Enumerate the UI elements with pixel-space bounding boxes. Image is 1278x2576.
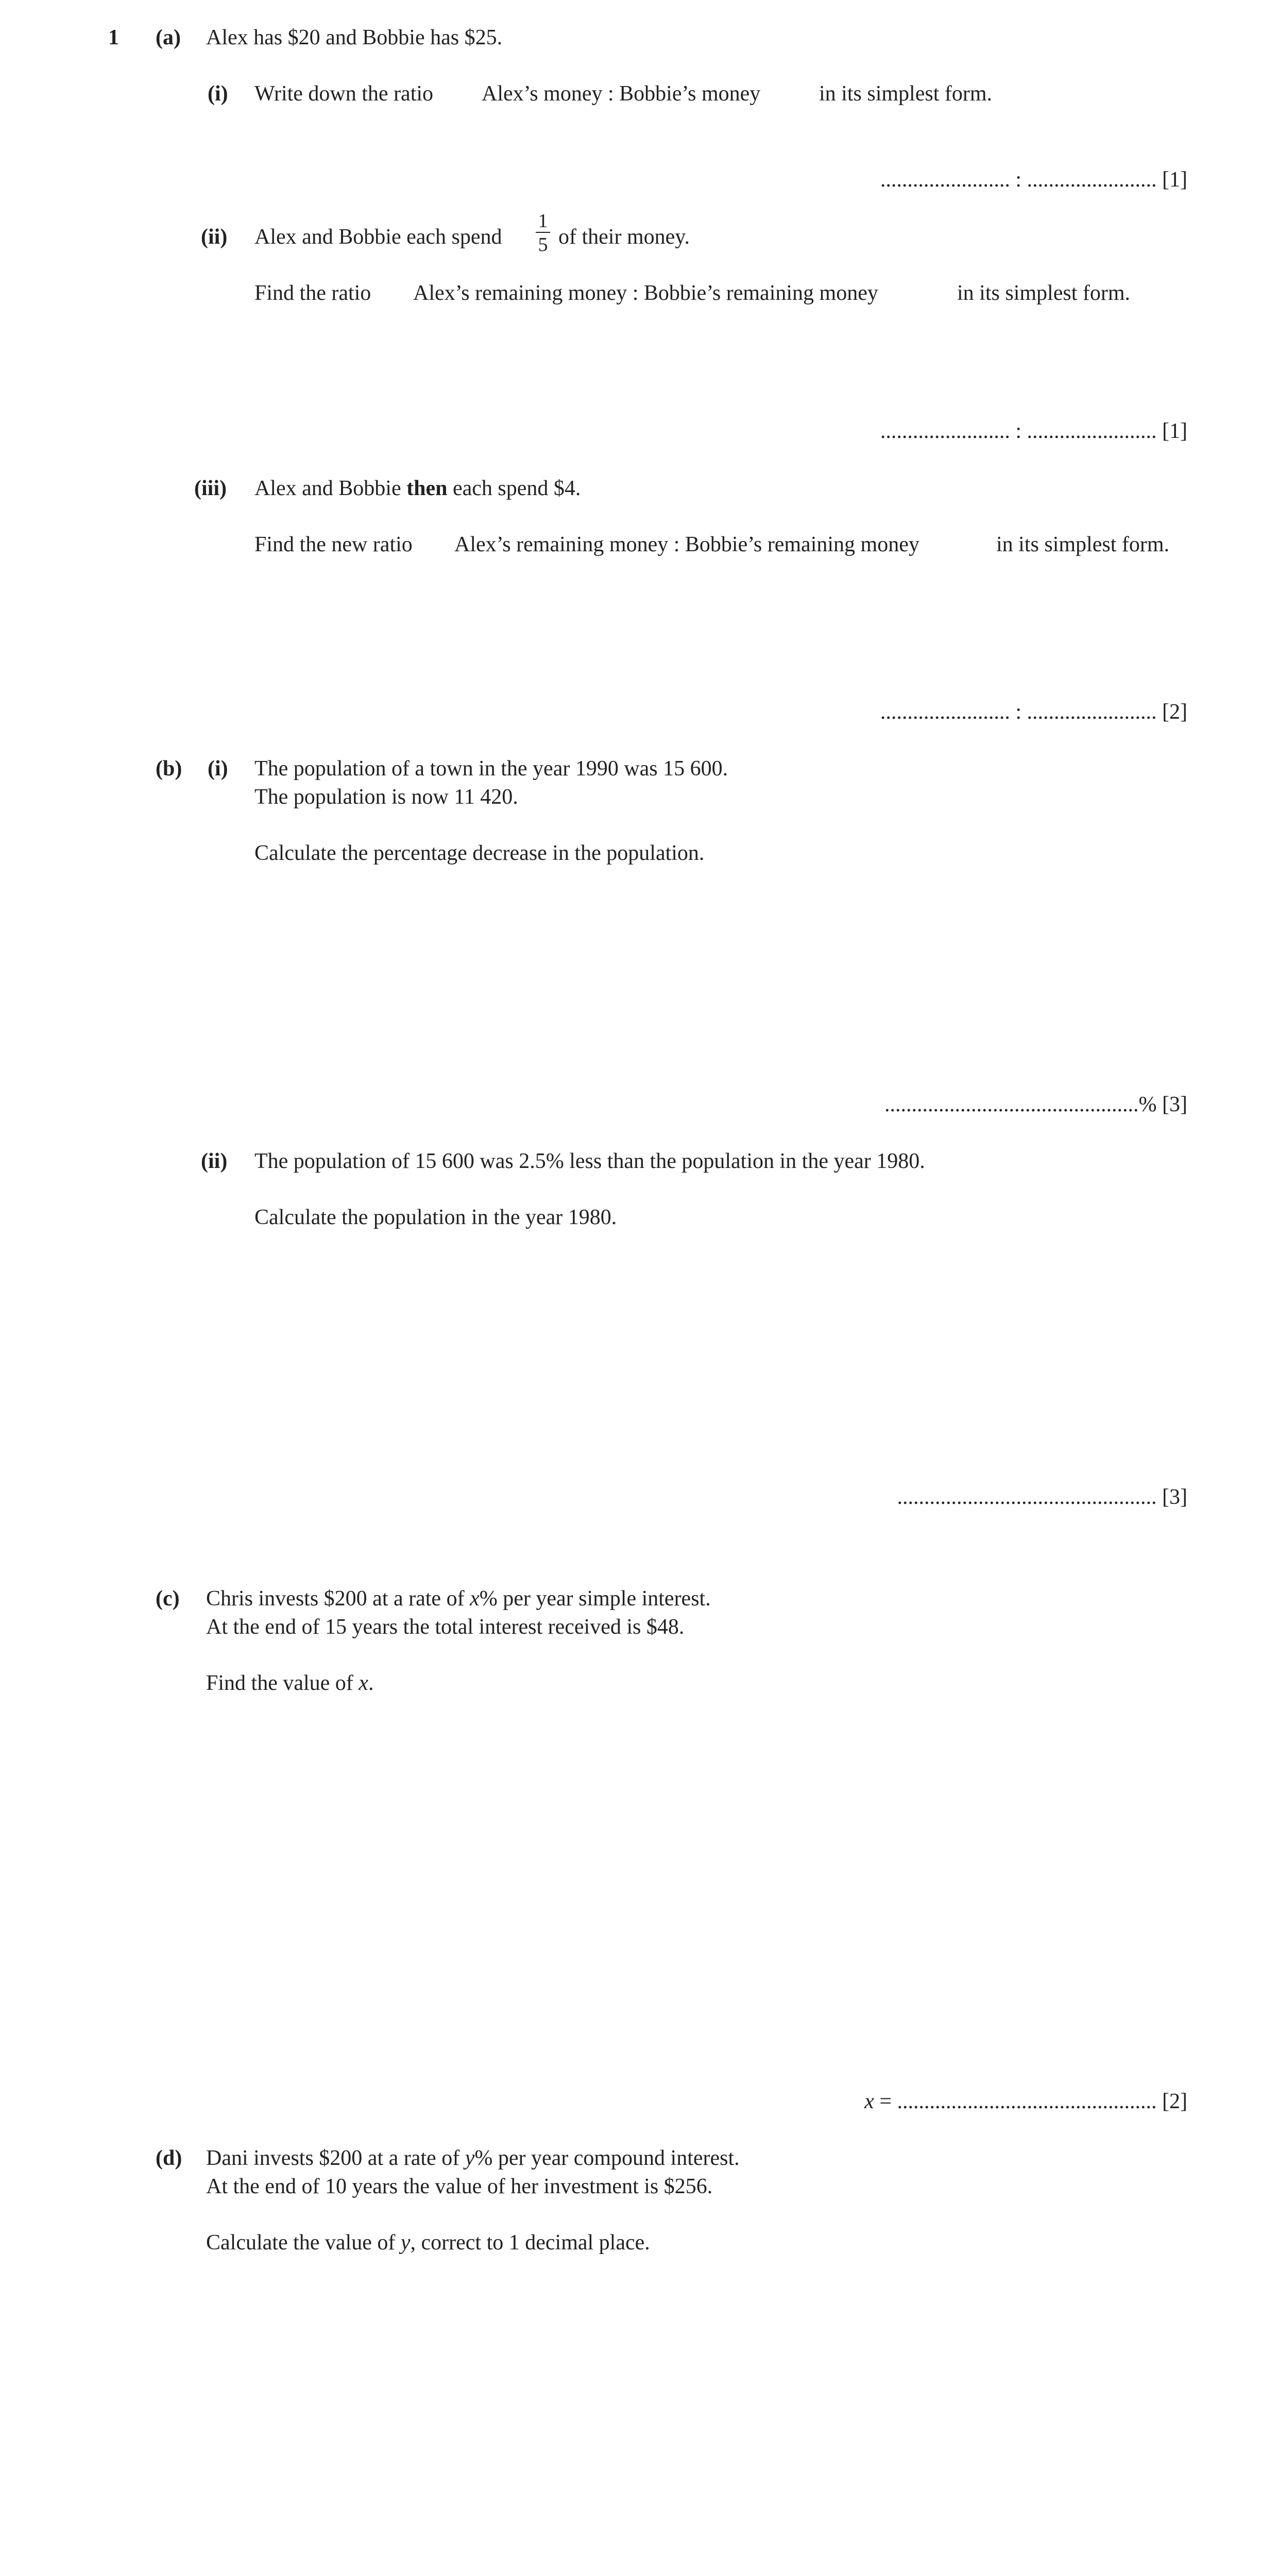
answer-blank-right[interactable]: ........................	[1027, 168, 1157, 192]
line1-start: Alex and Bobbie	[254, 477, 401, 500]
ratio-colon: :	[1015, 419, 1022, 443]
line1-start: Chris invests $200 at a rate of	[206, 1587, 465, 1611]
part-a-stem: Alex has $20 and Bobbie has $25.	[206, 26, 503, 49]
fraction-denominator: 5	[538, 234, 548, 256]
variable-y: y	[400, 2231, 411, 2255]
variable-x: x	[359, 1671, 368, 1695]
marks: [3]	[1162, 1093, 1187, 1116]
part-c-instruction	[206, 1672, 373, 1694]
part-d-line1	[206, 2147, 740, 2169]
part-c-label: (c)	[156, 1587, 180, 1611]
marks: [2]	[1162, 2090, 1187, 2113]
part-c-answer-line[interactable]	[864, 2091, 1187, 2112]
part-b-ii-label: (ii)	[201, 1149, 228, 1173]
fraction-numerator: 1	[538, 210, 548, 232]
part-c-line2: At the end of 15 years the total interest received is $48.	[206, 1615, 685, 1639]
marks: [1]	[1162, 168, 1187, 192]
fraction-one-fifth	[536, 211, 550, 255]
answer-blank[interactable]: ................................................	[897, 1485, 1157, 1509]
part-a-i-ratio: Alex’s money : Bobbie’s money	[482, 82, 761, 106]
part-a-iii-answer-line[interactable]	[880, 701, 1187, 723]
fraction-bar	[536, 232, 550, 233]
instruction-end: .	[368, 1671, 374, 1695]
emphasis-then: then	[406, 477, 448, 500]
part-a-ii-suffix: in its simplest form.	[957, 281, 1130, 305]
part-b-ii-instruction: Calculate the population in the year 1980.	[254, 1206, 617, 1229]
answer-variable-x: x	[864, 2090, 874, 2113]
part-a-iii-label: (iii)	[194, 477, 227, 500]
part-d-instruction	[206, 2232, 650, 2253]
part-b-i-line2: The population is now 11 420.	[254, 785, 518, 809]
part-a-i-label: (i)	[208, 82, 228, 106]
variable-y: y	[465, 2146, 475, 2170]
part-a-i-suffix: in its simplest form.	[819, 82, 992, 106]
part-d-label: (d)	[156, 2146, 182, 2170]
part-a-ii-answer-line[interactable]	[880, 420, 1187, 442]
part-b-i-line1: The population of a town in the year 1990 was 15 600.	[254, 757, 728, 781]
answer-blank-right[interactable]: ........................	[1027, 700, 1157, 724]
marks: [3]	[1162, 1485, 1187, 1509]
part-b-label: (b)	[156, 757, 182, 781]
part-a-ii-line1: Alex and Bobbie each spend	[254, 225, 502, 249]
part-d-line2: At the end of 10 years the value of her investment is $256.	[206, 2175, 713, 2198]
part-a-i-answer-line[interactable]	[880, 169, 1187, 191]
part-a-iii-suffix: in its simplest form.	[996, 533, 1169, 556]
part-c-line1	[206, 1588, 711, 1609]
instruction-end: , correct to 1 decimal place.	[410, 2231, 650, 2255]
part-a-iii-prompt: Find the new ratio	[254, 533, 413, 556]
question-number: 1	[108, 26, 119, 49]
part-a-ii-line1-end: of their money.	[558, 225, 690, 249]
ratio-colon: :	[1015, 168, 1022, 192]
variable-x: x	[470, 1587, 480, 1611]
part-a-i-prompt: Write down the ratio	[254, 82, 434, 106]
part-b-i-answer-line[interactable]	[884, 1094, 1187, 1115]
answer-blank[interactable]: ...............................................	[884, 1093, 1139, 1116]
part-a-iii-ratio: Alex’s remaining money : Bobbie’s remaining money	[454, 533, 919, 556]
part-a-label: (a)	[156, 26, 181, 49]
answer-blank-left[interactable]: ........................	[880, 168, 1010, 192]
part-b-i-instruction: Calculate the percentage decrease in the population.	[254, 841, 705, 865]
part-b-i-label: (i)	[208, 757, 228, 781]
ratio-colon: :	[1015, 700, 1022, 724]
part-b-ii-line1: The population of 15 600 was 2.5% less than the population in the year 1980.	[254, 1149, 925, 1173]
part-b-ii-answer-line[interactable]	[897, 1486, 1187, 1508]
answer-blank-right[interactable]: ........................	[1027, 419, 1157, 443]
answer-blank-left[interactable]: ........................	[880, 419, 1010, 443]
part-a-ii-ratio: Alex’s remaining money : Bobbie’s remaining money	[413, 281, 878, 305]
part-a-ii-prompt: Find the ratio	[254, 281, 371, 305]
equals-sign: =	[879, 2090, 892, 2113]
answer-blank-left[interactable]: ........................	[880, 700, 1010, 724]
marks: [1]	[1162, 419, 1187, 443]
instruction-start: Calculate the value of	[206, 2231, 396, 2255]
line1-end: each spend $4.	[452, 477, 581, 500]
instruction-start: Find the value of	[206, 1671, 353, 1695]
line1-end: % per year simple interest.	[479, 1587, 711, 1611]
marks: [2]	[1162, 700, 1187, 724]
line1-start: Dani invests $200 at a rate of	[206, 2146, 460, 2170]
part-a-ii-label: (ii)	[201, 225, 228, 249]
percent-unit: %	[1138, 1093, 1157, 1116]
line1-end: % per year compound interest.	[474, 2146, 740, 2170]
part-a-iii-line1	[254, 478, 581, 499]
answer-blank[interactable]: ................................................	[897, 2090, 1157, 2113]
